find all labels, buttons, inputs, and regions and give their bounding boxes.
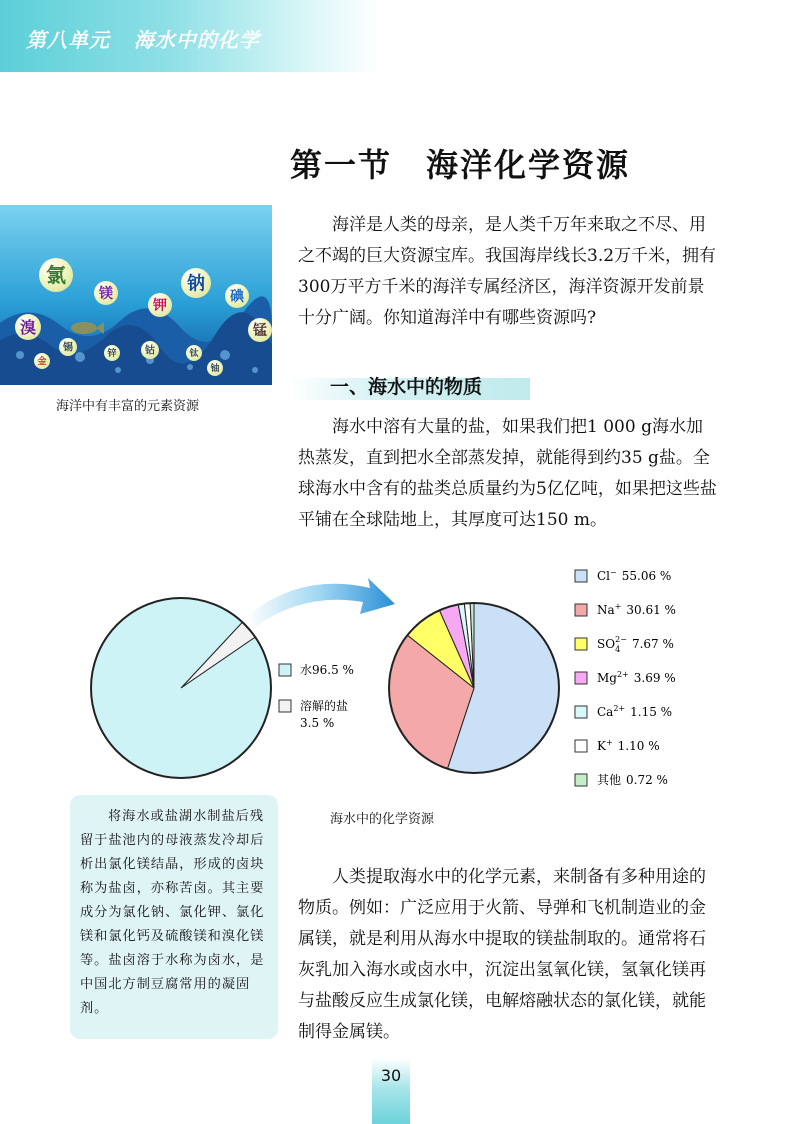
- legend-label: K+ 1.10 %: [597, 738, 660, 753]
- photo-caption: 海洋中有丰富的元素资源: [56, 399, 200, 414]
- element-symbol: 钾: [153, 298, 167, 315]
- salt-paragraph: 海水中溶有大量的盐，如果我们把1 000 g海水加热蒸发，直到把水全部蒸发掉，就能得到约35 g盐。全球海水中含有的盐类总质量约为5亿亿吨，如果把这些盐平铺在全球陆地上，其厚度可达150 m。: [298, 417, 717, 530]
- element-symbol: 镁: [99, 286, 113, 303]
- element-symbol: 溴: [19, 317, 37, 337]
- intro-paragraph: 海洋是人类的母亲，是人类千万年来取之不尽、用之不竭的巨大资源宝库。我国海岸线长3.2万千米，拥有300万平方千米的海洋专属经济区，海洋资源开发前景十分广阔。你知道海洋中有哪些资源吗?: [298, 215, 717, 328]
- ion-legend: [575, 568, 676, 787]
- legend-label: Na+ 30.61 %: [597, 602, 676, 617]
- subheading: 一、海水中的物质: [330, 376, 483, 398]
- legend-label: $Ca^{2+}$ 1.15 %: [597, 704, 673, 719]
- legend-swatch: [575, 706, 587, 718]
- section-title: 第一节 海洋化学资源: [290, 146, 631, 184]
- legend-label: Cl− 55.06 %: [597, 568, 672, 583]
- unit-label: 第八单元: [26, 28, 110, 52]
- element-symbol: 锰: [253, 323, 267, 340]
- legend-swatch: [575, 672, 587, 684]
- unit-header: [26, 24, 260, 53]
- sea-composition-charts: [0, 540, 800, 800]
- water-salt-legend: [279, 662, 354, 730]
- legend-swatch: [575, 638, 587, 650]
- element-symbol: 铀: [210, 364, 220, 375]
- legend-label: $SO_42- 7.67$ %: [597, 635, 674, 654]
- legend-swatch: [279, 664, 291, 676]
- element-symbol: 钴: [145, 345, 155, 357]
- legend-swatch: [575, 604, 587, 616]
- ocean-photo: [0, 205, 272, 385]
- water-salt-pie: [91, 598, 271, 778]
- chart-caption: 海水中的化学资源: [330, 812, 435, 827]
- legend-label: 水96.5 %: [300, 663, 354, 677]
- legend-swatch: [575, 570, 587, 582]
- legend-swatch: [279, 700, 291, 712]
- element-symbol: 钛: [189, 349, 199, 360]
- element-symbol: 钠: [187, 273, 205, 295]
- element-symbol: 金: [37, 357, 47, 368]
- legend-label: 溶解的盐: [300, 699, 349, 713]
- unit-title: 海水中的化学: [133, 28, 260, 52]
- extraction-paragraph: 人类提取海水中的化学元素，来制备有多种用途的物质。例如：广泛应用于火箭、导弹和飞机制造业的金属镁，就是利用从海水中提取的镁盐制取的。通常将石灰乳加入海水或卤水中，沉淀出氢氧化镁，氢氧化镁再与盐酸反应生成氯化镁，电解熔融状态的氯化镁，就能制得金属镁。: [298, 867, 706, 1042]
- element-symbol: 氯: [46, 263, 66, 288]
- ion-composition-pie: [389, 603, 559, 773]
- legend-label: 其他 0.72 %: [597, 773, 668, 787]
- legend-swatch: [575, 740, 587, 752]
- element-symbol: 碘: [230, 289, 244, 306]
- legend-label: $Mg^{2+}$ 3.69 %: [597, 670, 676, 685]
- legend-swatch: [575, 774, 587, 786]
- brine-note-box: [70, 795, 278, 1039]
- page-number: 30: [380, 1066, 402, 1085]
- element-symbol: 锡: [63, 342, 73, 354]
- flow-arrow-icon: [246, 578, 395, 626]
- element-symbol: 锌: [107, 349, 117, 360]
- legend-label: 3.5 %: [300, 716, 335, 730]
- brine-note-text: 将海水或盐湖水制盐后残留于盐池内的母液蒸发冷却后析出氯化镁结晶，形成的卤块称为盐卤，亦称苦卤。其主要成分为氯化钠、氯化钾、氯化镁和氯化钙及硫酸镁和溴化镁等。盐卤溶于水称为卤水，是中国北方制豆腐常用的凝固剂。: [80, 809, 265, 1016]
